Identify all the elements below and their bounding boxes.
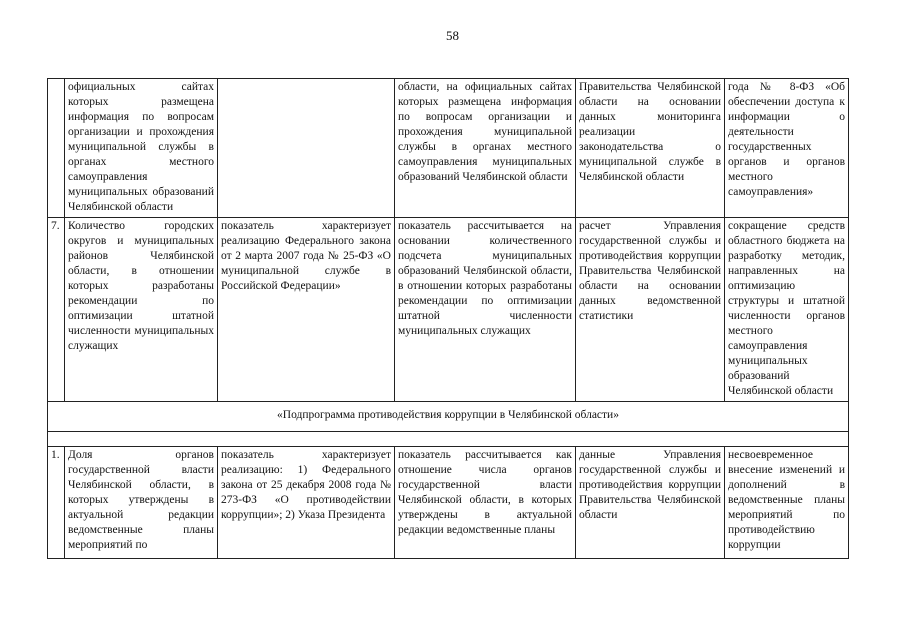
spacer-row [48,432,849,447]
data-source-cell: данные Управления государственной службы и противодействия коррупции Правительства Челябинской области [576,447,725,559]
section-header-row [48,402,849,432]
table-row [48,79,849,218]
data-source-cell: Правительства Челябинской области на основании данных мониторинга реализации законодательства о муниципальной службе в Челябинской области [576,79,725,218]
indicators-table [47,78,849,559]
indicator-name-cell: Количество городских округов и муниципальных районов Челябинской области, в отношении которых разработаны рекомендации по оптимизации штатной численности муниципальных служащих [65,218,218,402]
calculation-method-cell: показатель рассчитывается как отношение числа органов государственной власти Челябинской области, в которых утверждены в актуальной редакции ведомственные планы [395,447,576,559]
indicator-name-cell: официальных сайтах которых размещена информация по вопросам организации и прохождения муниципальной службы в органах местного самоуправления муниципальных образований Челябинской области [65,79,218,218]
indicator-description-cell [218,79,395,218]
page-number: 58 [446,28,459,43]
notes-cell: года № 8-ФЗ «Об обеспечении доступа к информации о деятельности государственных органов и органов местного самоуправления» [725,79,849,218]
indicator-description-cell: показатель характеризует реализацию: 1) Федерального закона от 25 декабря 2008 года № 273-ФЗ «О противодействии коррупции»; 2) Указа Президента [218,447,395,559]
notes-cell: несвоевременное внесение изменений и дополнений в ведомственные планы мероприятий по противодействию коррупции [725,447,849,559]
spacer-cell [48,432,849,447]
row-number-cell: 1. [48,447,65,559]
row-number-cell [48,79,65,218]
section-title: «Подпрограмма противодействия коррупции в Челябинской области» [48,402,849,432]
table-row [48,447,849,559]
row-number-cell: 7. [48,218,65,402]
calculation-method-cell: области, на официальных сайтах которых размещена информация по вопросам организации и прохождения муниципальной службы в органах местного самоуправления муниципальных образований Челябинской области [395,79,576,218]
calculation-method-cell: показатель рассчитывается на основании количественного подсчета муниципальных образований Челябинской области, в отношении которых разработаны рекомендации по оптимизации штатной численности муниципальных служащих [395,218,576,402]
indicator-description-cell: показатель характеризует реализацию Федерального закона от 2 марта 2007 года № 25-ФЗ «О муниципальной службе в Российской Федерации» [218,218,395,402]
indicator-name-cell: Доля органов государственной власти Челябинской области, в которых утверждены в актуальной редакции ведомственные планы мероприятий по [65,447,218,559]
notes-cell: сокращение средств областного бюджета на разработку методик, направленных на оптимизацию структуры и штатной численности органов местного самоуправления муниципальных образований Челябинской области [725,218,849,402]
data-source-cell: расчет Управления государственной службы и противодействия коррупции Правительства Челябинской области на основании данных ведомственной статистики [576,218,725,402]
table-row [48,218,849,402]
